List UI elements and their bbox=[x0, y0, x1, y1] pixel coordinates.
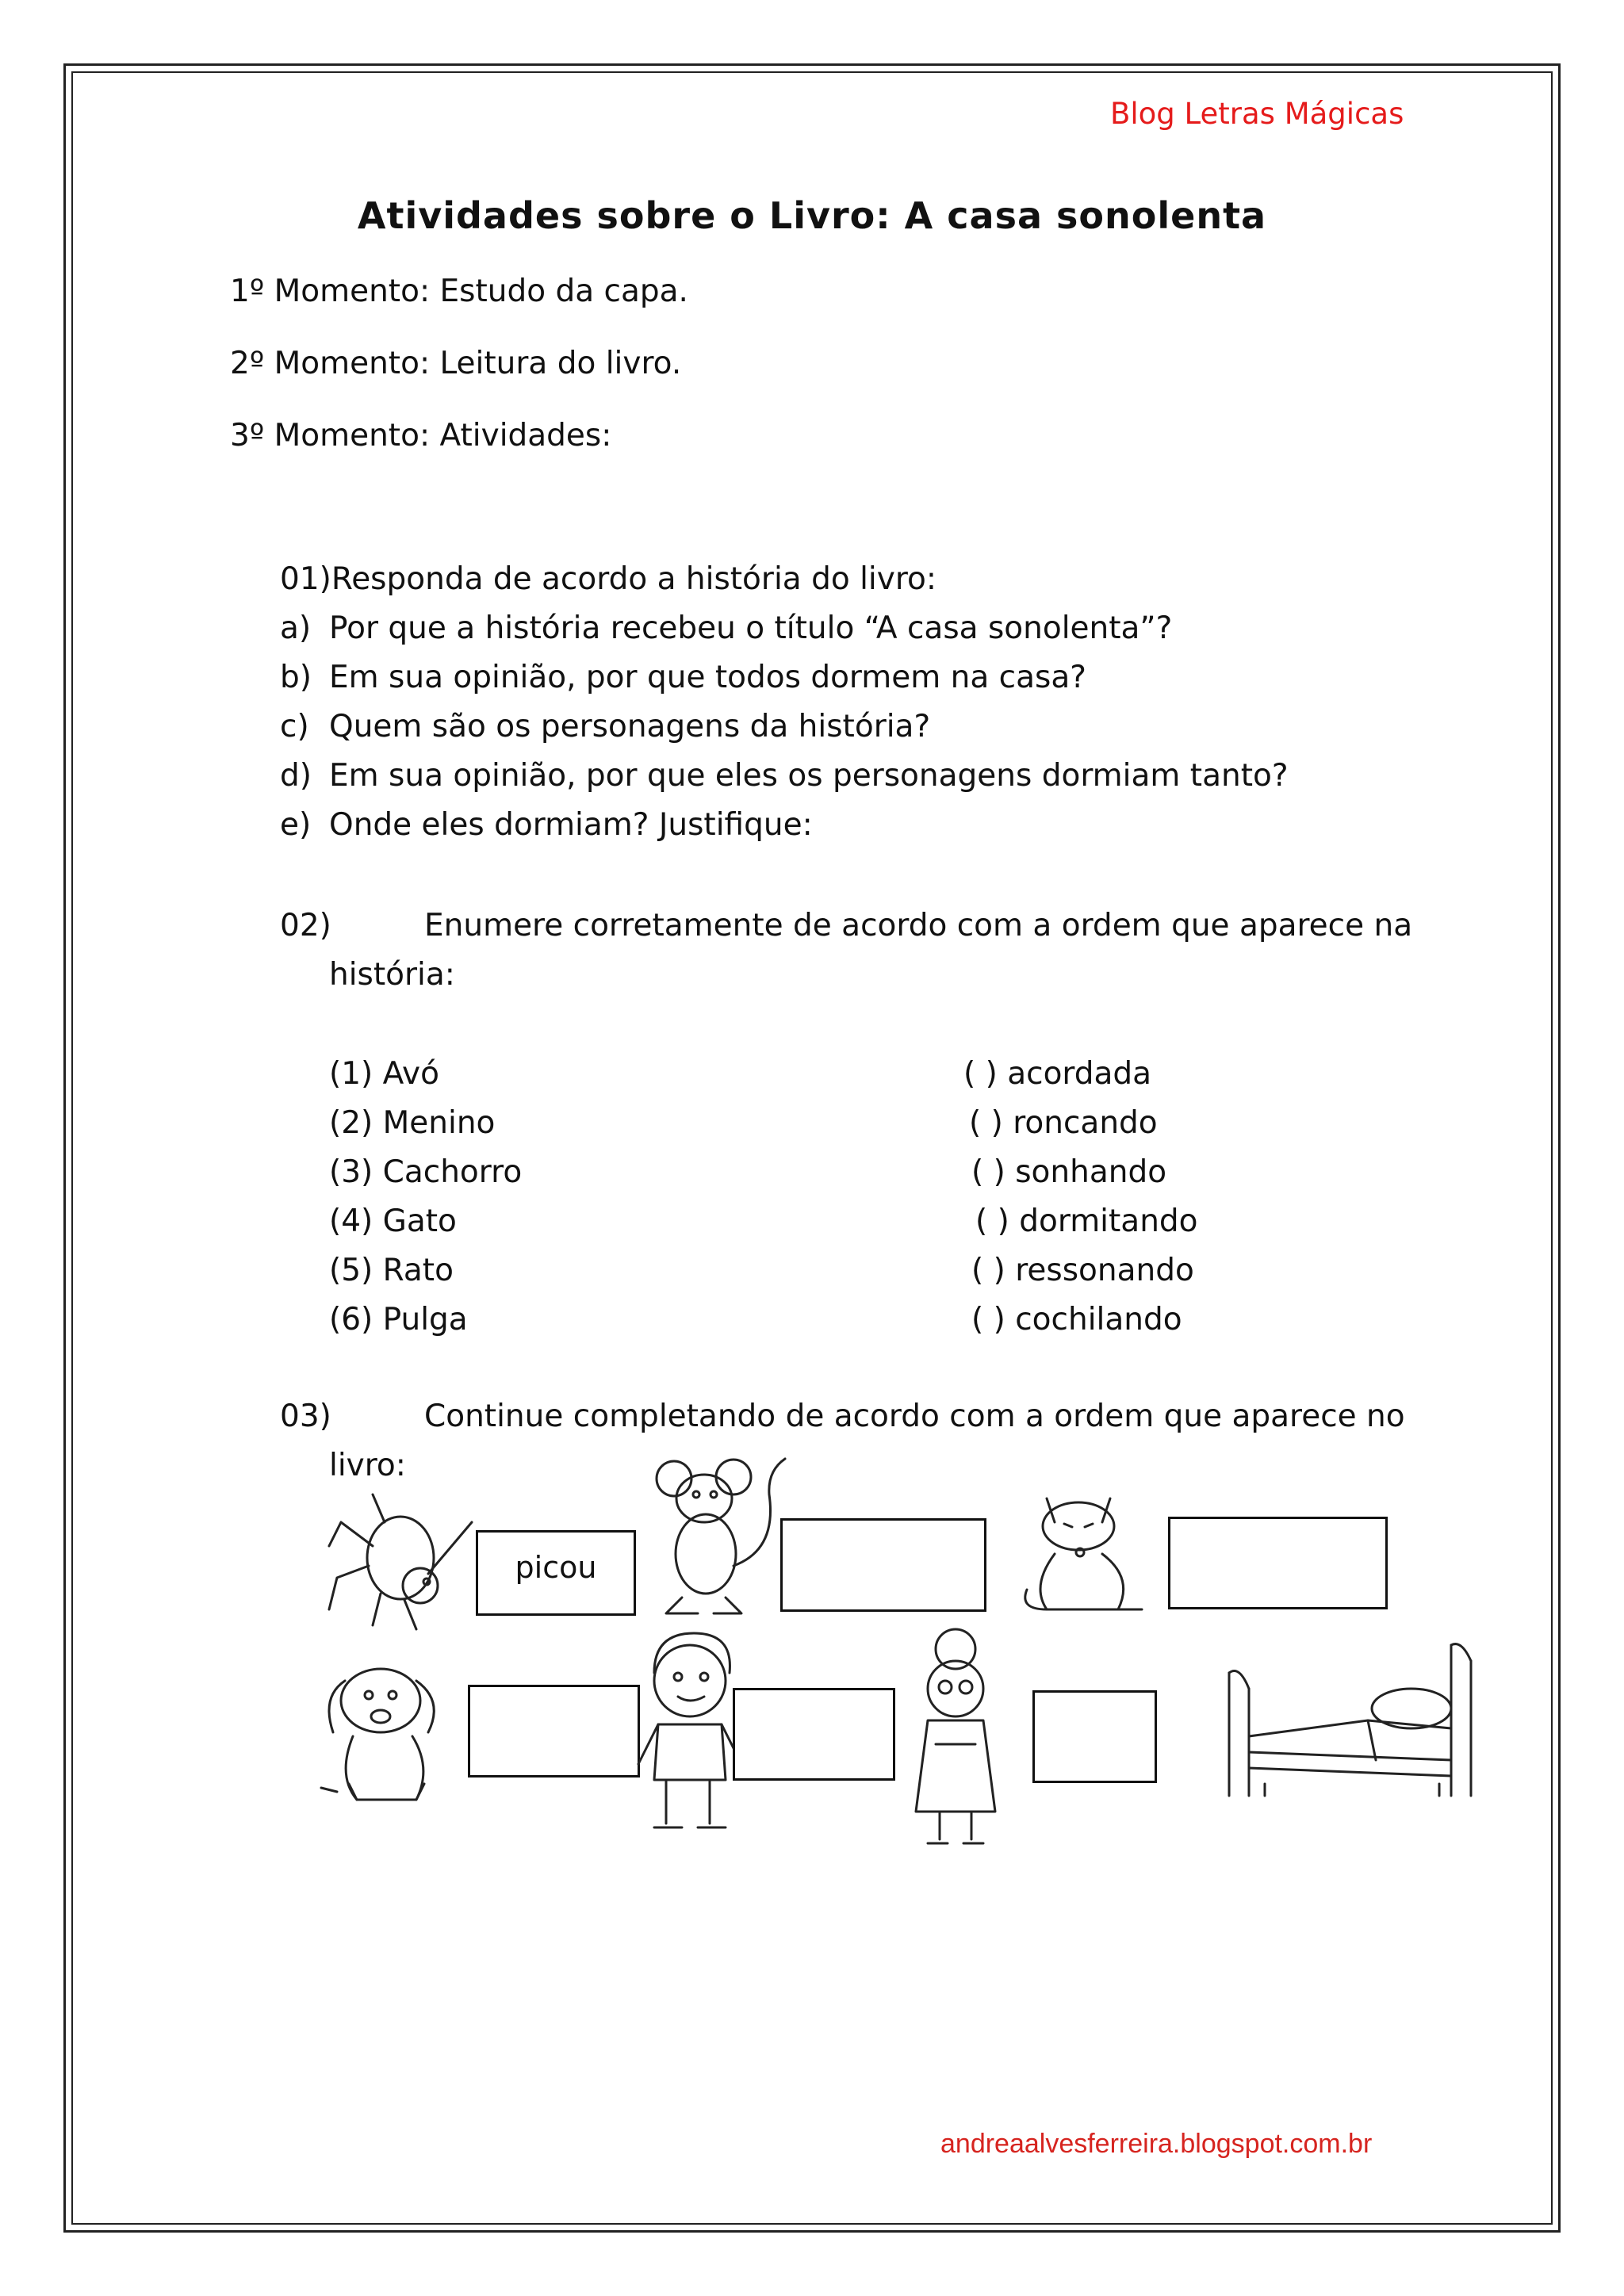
dog-icon bbox=[313, 1657, 452, 1808]
q3-continuation: livro: bbox=[329, 1448, 406, 1483]
moment-1: 1º Momento: Estudo da capa. bbox=[230, 274, 688, 309]
q1-letter-c: c) bbox=[280, 709, 309, 744]
answer-box-6[interactable] bbox=[1032, 1690, 1157, 1783]
q2-character-5: (5) Rato bbox=[329, 1253, 454, 1288]
mouse-icon bbox=[650, 1455, 793, 1621]
moment-2: 2º Momento: Leitura do livro. bbox=[230, 346, 682, 381]
answer-box-3[interactable] bbox=[1168, 1517, 1388, 1609]
blog-name: Blog Letras Mágicas bbox=[1110, 97, 1404, 131]
answer-example: picou bbox=[515, 1550, 597, 1585]
q1-item-a: Por que a história recebeu o título “A casa sonolenta”? bbox=[329, 610, 1173, 646]
q1-item-d: Em sua opinião, por que eles os personagens dormiam tanto? bbox=[329, 758, 1289, 794]
q2-number: 02) bbox=[280, 908, 331, 943]
q1-item-c: Quem são os personagens da história? bbox=[329, 709, 931, 744]
q3-number: 03) bbox=[280, 1399, 331, 1434]
bed-icon bbox=[1217, 1641, 1475, 1800]
q1-letter-d: d) bbox=[280, 758, 312, 794]
q2-character-2: (2) Menino bbox=[329, 1105, 496, 1141]
answer-box-1[interactable] bbox=[476, 1530, 636, 1616]
q2-state-3: ( ) sonhando bbox=[971, 1154, 1167, 1190]
boy-icon bbox=[634, 1629, 745, 1843]
q1-letter-a: a) bbox=[280, 610, 312, 646]
q1-letter-e: e) bbox=[280, 807, 312, 843]
q2-character-1: (1) Avó bbox=[329, 1056, 439, 1092]
page-title: Atividades sobre o Livro: A casa sonolenta bbox=[357, 194, 1267, 237]
q3-text: Continue completando de acordo com a ordem que aparece no bbox=[424, 1399, 1405, 1434]
page-border-inner bbox=[71, 71, 1553, 2225]
answer-box-2[interactable] bbox=[780, 1518, 986, 1612]
q2-continuation: história: bbox=[329, 957, 455, 993]
q2-state-5: ( ) ressonando bbox=[971, 1253, 1194, 1288]
footer-url[interactable]: andreaalvesferreira.blogspot.com.br bbox=[940, 2129, 1373, 2159]
q2-character-4: (4) Gato bbox=[329, 1203, 457, 1239]
q2-text: Enumere corretamente de acordo com a ordem que aparece na bbox=[424, 908, 1413, 943]
q1-item-e: Onde eles dormiam? Justifique: bbox=[329, 807, 813, 843]
moment-3: 3º Momento: Atividades: bbox=[230, 418, 612, 453]
answer-box-5[interactable] bbox=[733, 1688, 895, 1781]
answer-box-4[interactable] bbox=[468, 1685, 640, 1777]
q2-state-4: ( ) dormitando bbox=[975, 1203, 1198, 1239]
q1-item-b: Em sua opinião, por que todos dormem na casa? bbox=[329, 660, 1086, 695]
flea-icon bbox=[325, 1490, 476, 1633]
cat-icon bbox=[1015, 1490, 1150, 1621]
q1-heading: 01)Responda de acordo a história do livro: bbox=[280, 561, 937, 597]
q2-character-3: (3) Cachorro bbox=[329, 1154, 523, 1190]
q2-state-2: ( ) roncando bbox=[969, 1105, 1158, 1141]
q2-character-6: (6) Pulga bbox=[329, 1302, 468, 1337]
q2-state-6: ( ) cochilando bbox=[971, 1302, 1182, 1337]
q2-state-1: ( ) acordada bbox=[963, 1056, 1152, 1092]
q1-letter-b: b) bbox=[280, 660, 312, 695]
grandma-icon bbox=[904, 1625, 1007, 1851]
